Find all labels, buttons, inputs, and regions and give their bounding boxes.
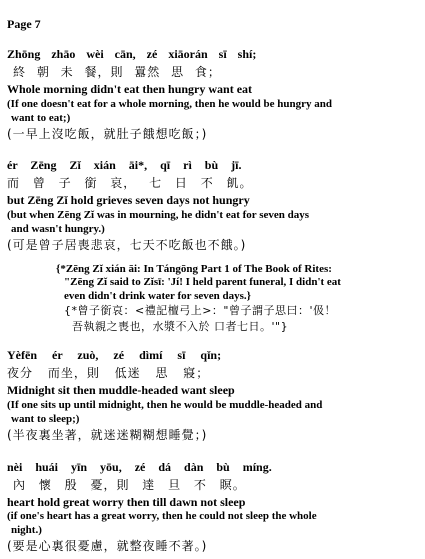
chinese-translation-line: (半夜裏坐著，就迷迷糊糊想睡覺；) [7, 428, 208, 442]
translation-line: (If one doesn't eat for a whole morning, then he would be hungry and [7, 98, 332, 110]
translation-line: and wasn't hungry.) [11, 223, 105, 235]
footnote-english-line: even didn't drink water for seven days.} [64, 290, 251, 302]
chinese-characters-line: 夜分 而坐，則 低迷 思 寢； [7, 366, 210, 380]
translation-line: (if one's heart has a great worry, then he could not sleep the whole [7, 510, 317, 522]
pinyin-line: ér Zēng Zǐ xián āi*, qī rì bù jī. [7, 158, 242, 172]
footnote-chinese-line: {*曾子銜哀：<禮記檀弓上>："曾子謂子思曰：'伋！ [64, 304, 337, 317]
chinese-translation-line: (一早上沒吃飯，就肚子餓想吃飯；) [7, 127, 208, 141]
pinyin-line: Zhōng zhāo wèi cān, zé xiāorán sī shí; [7, 47, 257, 61]
english-gloss-line: but Zēng Zǐ hold grieves seven days not hungry [7, 193, 250, 207]
footnote-chinese-line: 吾執親之喪也，水漿不入於 口者七日。'"} [72, 320, 289, 333]
translation-line: want to sleep;) [11, 413, 80, 425]
page-label: Page 7 [7, 17, 41, 31]
english-gloss-line: Midnight sit then muddle-headed want sleep [7, 383, 235, 397]
translation-line: want to eat;) [11, 112, 71, 124]
translation-line: night.) [11, 524, 42, 536]
footnote-english-line: {*Zēng Zǐ xián āi: In Tángōng Part 1 of The Book of Rites: [56, 263, 332, 275]
chinese-characters-line: 終 朝 未 餐，則 囂然 思 食； [13, 65, 221, 79]
english-gloss-line: Whole morning didn't eat then hungry want eat [7, 82, 253, 96]
chinese-characters-line: 內 懷 殷 憂，則 達 旦 不 瞑。 [13, 478, 246, 492]
english-gloss-line: heart hold great worry then till dawn not sleep [7, 495, 246, 509]
chinese-characters-line: 而 曾 子 銜 哀， 七 日 不 飢。 [7, 176, 253, 190]
pinyin-line: nèi huái yīn yōu, zé dá dàn bù míng. [7, 460, 272, 474]
translation-line: (If one sits up until midnight, then he would be muddle-headed and [7, 399, 323, 411]
translation-line: (but when Zēng Zǐ was in mourning, he didn't eat for seven days [7, 209, 310, 221]
footnote-english-line: "Zēng Zǐ said to Zǐsī: 'Jí! I held parent funeral, I didn't eat [64, 276, 341, 288]
pinyin-line: Yèfēn ér zuò, zé dìmí sī qǐn; [7, 348, 222, 362]
chinese-translation-line: (可是曾子居喪悲哀，七天不吃飯也不餓。) [7, 238, 247, 252]
chinese-translation-line: (要是心裏很憂慮，就整夜睡不著。) [7, 539, 208, 553]
